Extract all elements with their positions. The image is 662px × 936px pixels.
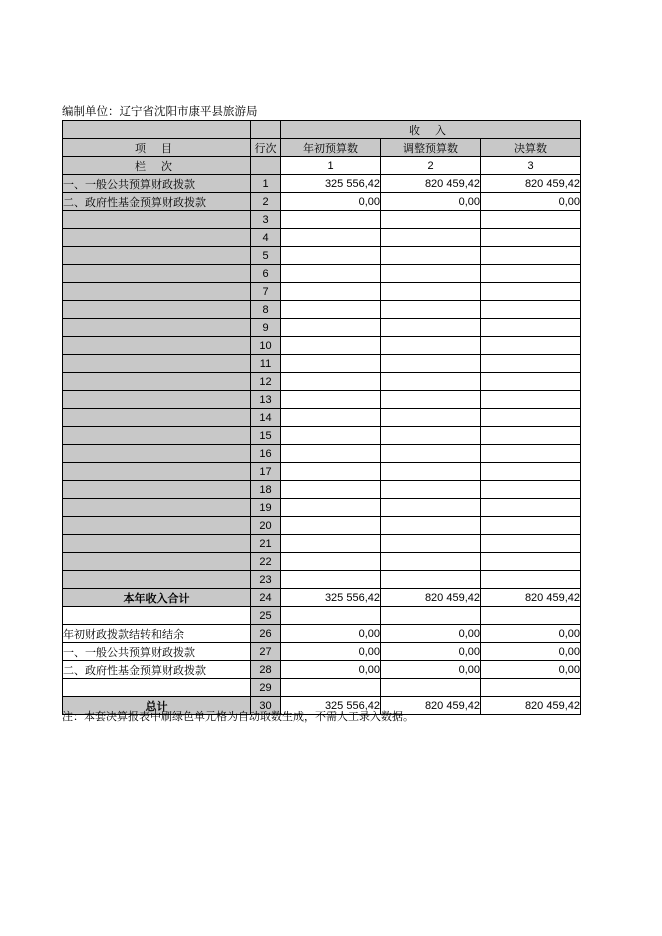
row-value-1 [281,265,381,283]
row-label [63,373,251,391]
row-label [63,265,251,283]
row-label [63,517,251,535]
table-row [63,481,581,499]
row-label: 总计 [63,697,251,715]
table-row [63,301,581,319]
row-label [63,355,251,373]
row-value-2: 0,00 [381,643,481,661]
row-line-number: 25 [251,607,281,625]
row-value-1: 0,00 [281,625,381,643]
row-value-2 [381,283,481,301]
row-value-2: 820 459,42 [381,589,481,607]
row-value-1 [281,463,381,481]
table-row [63,265,581,283]
row-line-number: 17 [251,463,281,481]
row-label [63,553,251,571]
row-label [63,571,251,589]
row-value-1 [281,535,381,553]
row-value-1 [281,301,381,319]
table-row [63,391,581,409]
table-row [63,355,581,373]
row-value-2 [381,679,481,697]
row-line-number: 29 [251,679,281,697]
row-value-2: 0,00 [381,661,481,679]
table-row [63,247,581,265]
header-line-label: 行次 [251,139,281,157]
row-label: 二、政府性基金预算财政拨款 [63,661,251,679]
row-value-2 [381,463,481,481]
row-value-1 [281,427,381,445]
table-row [63,463,581,481]
row-label [63,337,251,355]
row-value-3 [481,517,581,535]
header-col-决算数: 决算数 [481,139,581,157]
row-line-number: 24 [251,589,281,607]
table-row [63,571,581,589]
row-label: 一、一般公共预算财政拨款 [63,643,251,661]
table-row [63,535,581,553]
row-value-1 [281,229,381,247]
header-item-label: 项 目 [63,139,251,157]
row-label [63,229,251,247]
row-line-number: 15 [251,427,281,445]
row-value-3 [481,211,581,229]
table-row [63,427,581,445]
row-value-3 [481,319,581,337]
table-row [63,229,581,247]
table-row [63,445,581,463]
row-line-number: 6 [251,265,281,283]
row-value-1: 0,00 [281,643,381,661]
row-label [63,445,251,463]
row-value-3: 820 459,42 [481,697,581,715]
row-value-1 [281,679,381,697]
row-line-number: 3 [251,211,281,229]
row-value-2 [381,247,481,265]
table-body [63,121,581,715]
footnote: 注：本套决算报表中刷绿色单元格为自动取数生成，不需人工录入数据。 [62,711,414,723]
row-value-3 [481,373,581,391]
row-value-3 [481,463,581,481]
table-row [63,661,581,679]
row-value-1 [281,409,381,427]
table-row [63,607,581,625]
row-value-2 [381,373,481,391]
row-value-2 [381,337,481,355]
row-label [63,499,251,517]
row-label [63,463,251,481]
row-value-2 [381,607,481,625]
row-value-1 [281,481,381,499]
row-value-2 [381,427,481,445]
row-line-number: 28 [251,661,281,679]
row-value-3 [481,427,581,445]
table-row [63,175,581,193]
row-value-1 [281,355,381,373]
row-value-2: 0,00 [381,625,481,643]
row-value-2 [381,445,481,463]
row-value-2 [381,265,481,283]
row-line-number: 27 [251,643,281,661]
row-value-1: 325 556,42 [281,175,381,193]
row-value-3 [481,283,581,301]
row-value-3 [481,301,581,319]
row-value-2 [381,481,481,499]
row-label [63,409,251,427]
row-line-number: 9 [251,319,281,337]
row-value-3 [481,553,581,571]
row-value-3 [481,535,581,553]
row-line-number: 18 [251,481,281,499]
row-value-3: 820 459,42 [481,175,581,193]
header-blank-item [63,121,251,139]
row-label [63,247,251,265]
row-value-2 [381,355,481,373]
row-value-1 [281,319,381,337]
row-value-1 [281,211,381,229]
table-row [63,193,581,211]
row-line-number: 11 [251,355,281,373]
row-line-number: 10 [251,337,281,355]
row-label: 本年收入合计 [63,589,251,607]
row-value-3 [481,679,581,697]
row-line-number: 23 [251,571,281,589]
row-label [63,481,251,499]
row-line-number: 26 [251,625,281,643]
row-value-2 [381,229,481,247]
row-value-3 [481,391,581,409]
row-value-3 [481,607,581,625]
row-value-2 [381,499,481,517]
row-value-3: 820 459,42 [481,589,581,607]
row-value-1: 325 556,42 [281,697,381,715]
row-value-3 [481,499,581,517]
table-row [63,211,581,229]
table-row [63,517,581,535]
header-column-row-label: 栏 次 [63,157,251,175]
table-row [63,373,581,391]
row-value-1 [281,517,381,535]
header-blank-line [251,121,281,139]
row-line-number: 1 [251,175,281,193]
header-income-group: 收 入 [281,121,581,139]
row-label [63,283,251,301]
row-value-2: 0,00 [381,193,481,211]
row-value-2 [381,571,481,589]
row-value-2 [381,517,481,535]
header-column-number-2: 2 [381,157,481,175]
table-row [63,499,581,517]
row-value-3 [481,247,581,265]
row-value-1 [281,391,381,409]
row-line-number: 12 [251,373,281,391]
row-value-1 [281,553,381,571]
row-label: 年初财政拨款结转和结余 [63,625,251,643]
header-col-初预算数: 年初预算数 [281,139,381,157]
row-value-3: 0,00 [481,193,581,211]
row-label [63,319,251,337]
row-value-2 [381,319,481,337]
row-line-number: 7 [251,283,281,301]
header-row-group [63,121,581,139]
row-line-number: 16 [251,445,281,463]
row-value-2 [381,301,481,319]
header-row-columns [63,157,581,175]
row-label [63,391,251,409]
row-value-1: 0,00 [281,193,381,211]
row-label [63,427,251,445]
compiling-unit-line: 编制单位：辽宁省沈阳市康平县旅游局 [62,106,258,118]
budget-report-table [62,120,581,715]
table-row [63,643,581,661]
row-value-2 [381,535,481,553]
table-row [63,319,581,337]
header-col-调整预算数: 调整预算数 [381,139,481,157]
row-value-1 [281,499,381,517]
row-line-number: 13 [251,391,281,409]
table-row [63,283,581,301]
row-line-number: 21 [251,535,281,553]
row-line-number: 30 [251,697,281,715]
row-value-1 [281,337,381,355]
row-label [63,679,251,697]
row-line-number: 20 [251,517,281,535]
row-value-1 [281,445,381,463]
table-row-total-year [63,589,581,607]
row-value-2 [381,553,481,571]
row-value-3 [481,409,581,427]
row-value-1 [281,247,381,265]
row-line-number: 19 [251,499,281,517]
table-row [63,625,581,643]
table-row [63,553,581,571]
header-row-main [63,139,581,157]
row-line-number: 8 [251,301,281,319]
row-line-number: 4 [251,229,281,247]
row-value-1: 325 556,42 [281,589,381,607]
row-value-3 [481,265,581,283]
row-value-1 [281,571,381,589]
row-value-3 [481,355,581,373]
row-value-1: 0,00 [281,661,381,679]
row-value-2: 820 459,42 [381,697,481,715]
row-line-number: 14 [251,409,281,427]
header-column-number-1: 1 [281,157,381,175]
row-value-2 [381,409,481,427]
row-label: 二、政府性基金预算财政拨款 [63,193,251,211]
row-label [63,535,251,553]
row-value-1 [281,283,381,301]
header-column-line-blank [251,157,281,175]
row-line-number: 22 [251,553,281,571]
row-value-1 [281,373,381,391]
table-row [63,337,581,355]
row-value-3: 0,00 [481,625,581,643]
row-value-3 [481,445,581,463]
row-label [63,607,251,625]
row-value-3 [481,481,581,499]
table-row [63,409,581,427]
row-value-3 [481,571,581,589]
row-value-3: 0,00 [481,661,581,679]
row-value-2 [381,391,481,409]
row-line-number: 2 [251,193,281,211]
row-value-3 [481,229,581,247]
row-value-3 [481,337,581,355]
row-value-1 [281,607,381,625]
row-line-number: 5 [251,247,281,265]
row-label [63,211,251,229]
row-value-3: 0,00 [481,643,581,661]
row-value-2 [381,211,481,229]
header-column-number-3: 3 [481,157,581,175]
row-value-2: 820 459,42 [381,175,481,193]
table-row [63,679,581,697]
row-label [63,301,251,319]
row-label: 一、一般公共预算财政拨款 [63,175,251,193]
